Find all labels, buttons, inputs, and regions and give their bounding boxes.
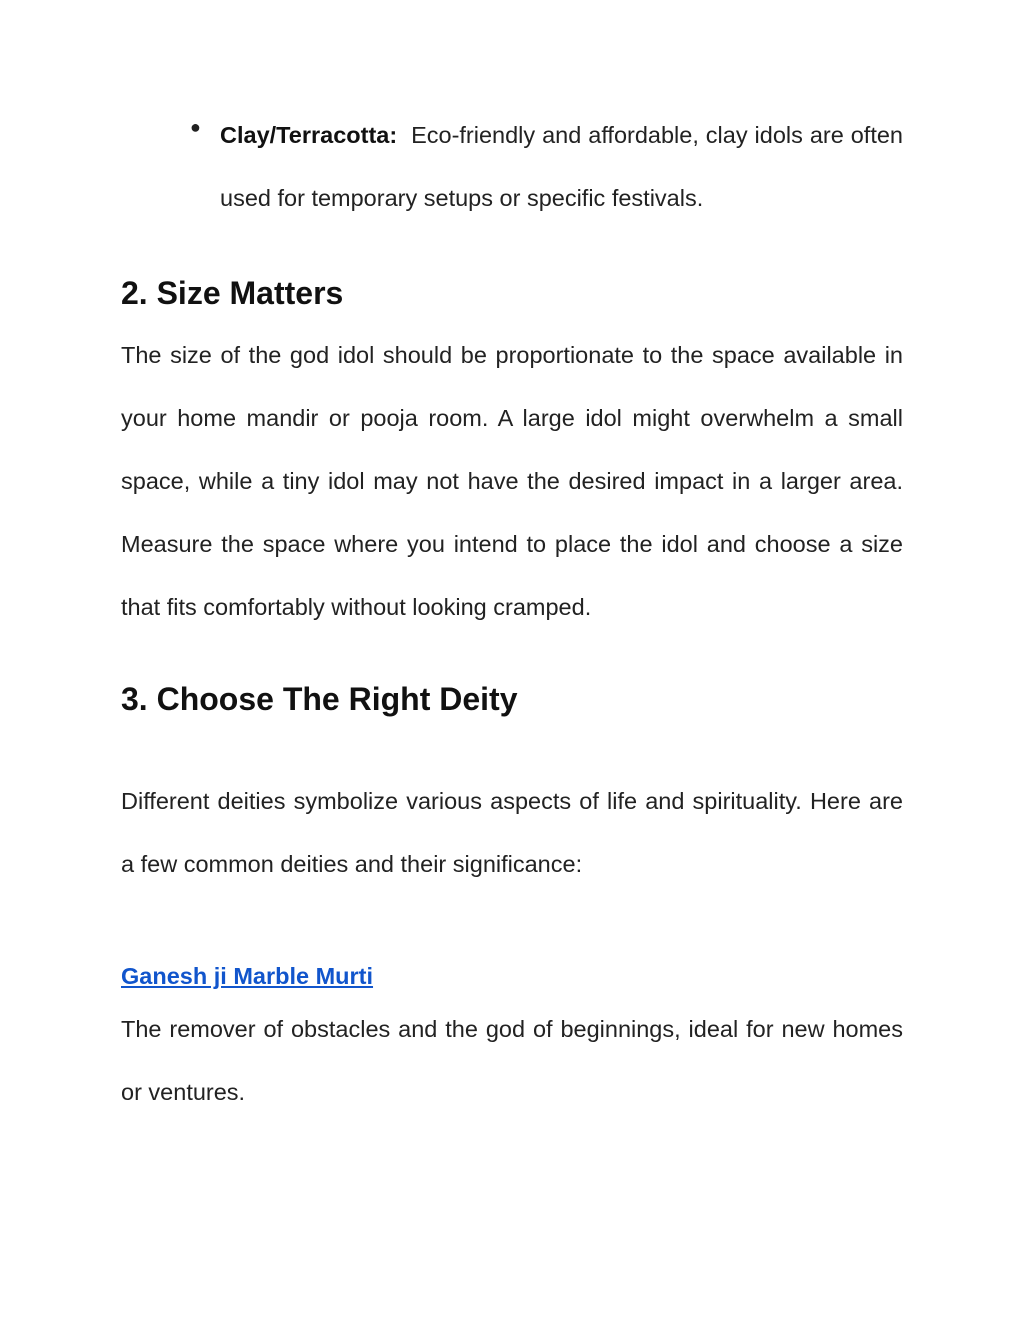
size-paragraph: The size of the god idol should be proportionate to the space available in your home mandir or pooja room. A large idol might overwhelm a small space, while a tiny idol may not have the desired impact in a larger area. Measure the space where you intend to place the idol and choose a size that fits comfortably without looking cramped. [121, 342, 903, 620]
bullet-text [220, 104, 903, 230]
ganesh-description-paragraph: The remover of obstacles and the god of beginnings, ideal for new homes or ventures. [121, 1016, 903, 1105]
ganesh-marble-murti-link[interactable]: Ganesh ji Marble Murti [121, 963, 374, 989]
bullet-item-clay [121, 104, 903, 230]
bullet-description: Eco-friendly and affordable, clay idols are often used for temporary setups or specific festivals. [220, 122, 903, 211]
bullet-dot-icon: ● [190, 117, 201, 137]
section-heading-size: 2. Size Matters [121, 275, 344, 311]
deity-intro-paragraph: Different deities symbolize various aspects of life and spirituality. Here are a few common deities and their significance: [121, 788, 903, 877]
section-heading-deity: 3. Choose The Right Deity [121, 681, 518, 717]
bullet-label: Clay/Terracotta: [220, 122, 398, 148]
